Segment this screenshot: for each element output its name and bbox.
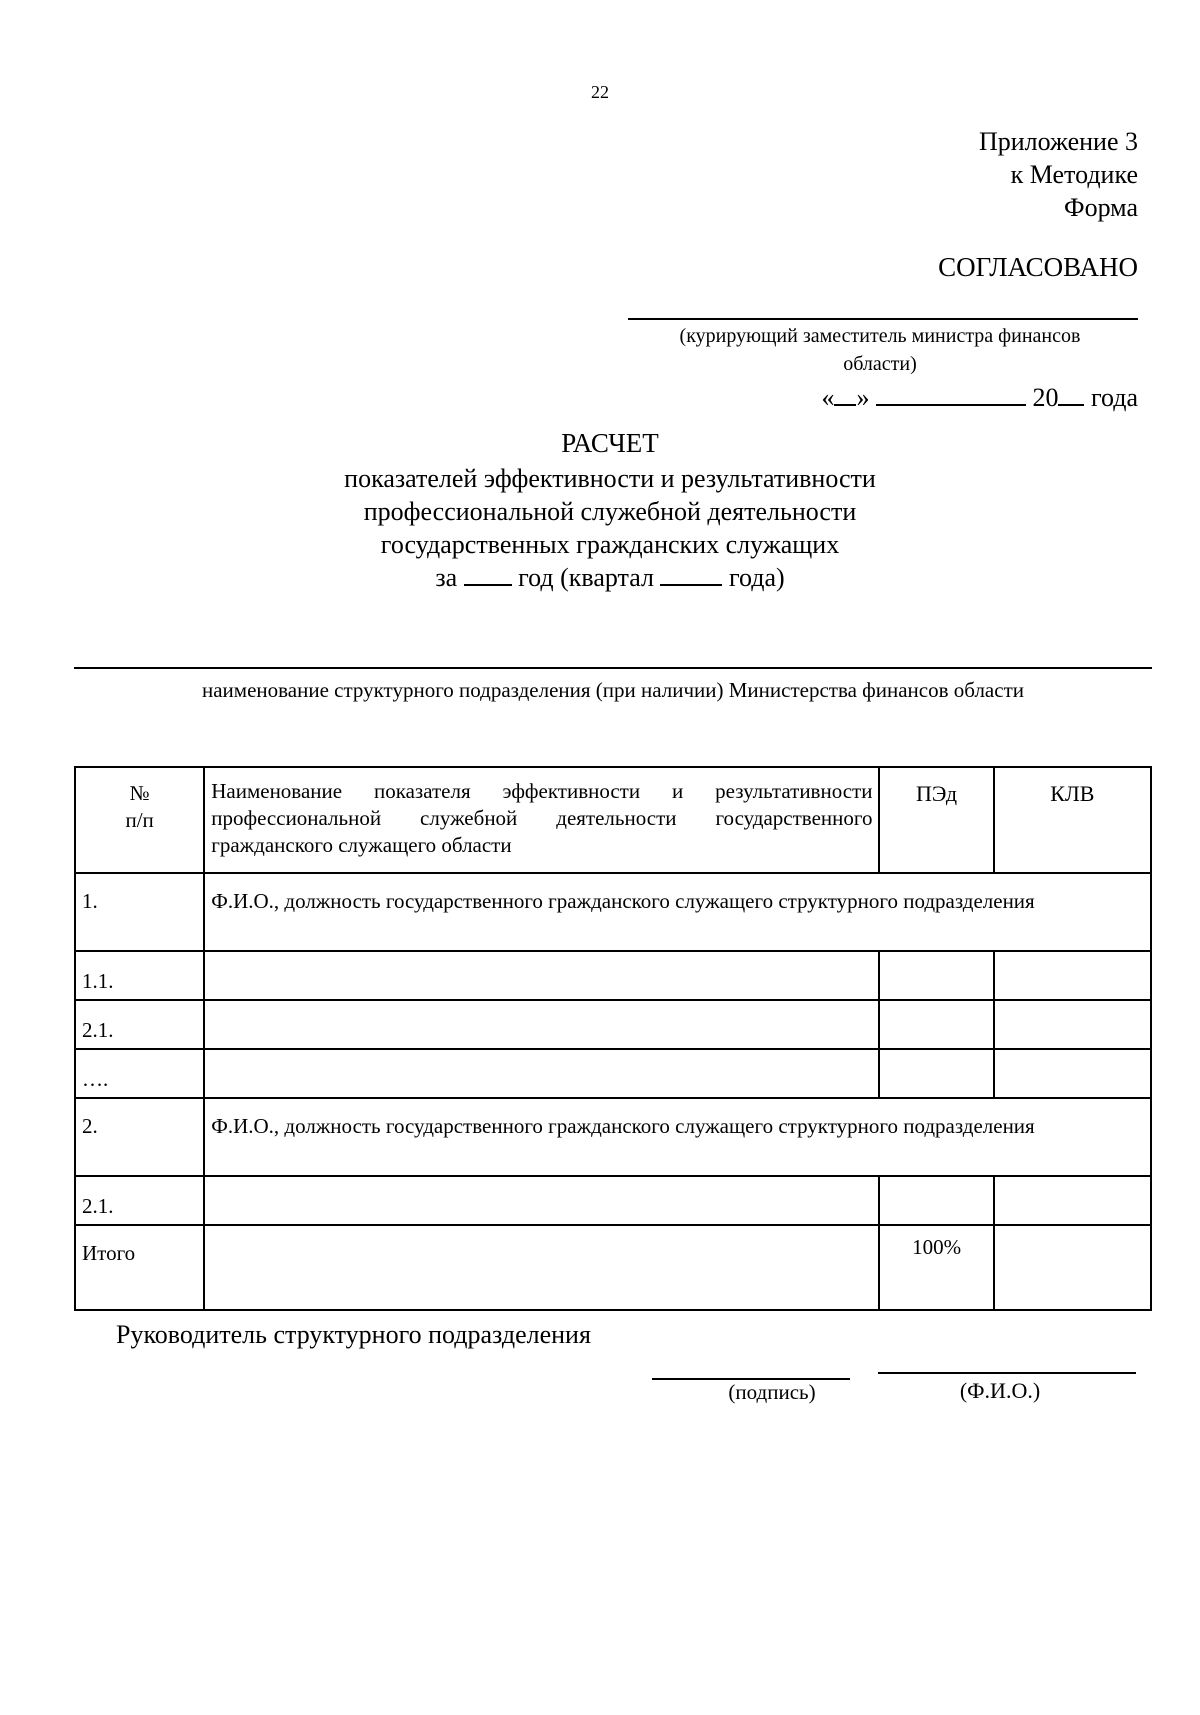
header-num-label: п/п	[125, 808, 154, 832]
approval-title: СОГЛАСОВАНО	[938, 252, 1138, 282]
row-indicator	[204, 1000, 879, 1049]
row-klv	[994, 1049, 1151, 1098]
row-employee: Ф.И.О., должность государственного гражданского служащего структурного подразделения	[204, 1098, 1151, 1176]
document-subtitle	[0, 462, 1200, 561]
approver-caption	[600, 322, 1160, 378]
period-for: за	[435, 563, 458, 592]
document-title: РАСЧЕТ	[561, 428, 659, 458]
appendix-reference: к Методике	[1010, 160, 1138, 189]
total-klv	[994, 1225, 1151, 1310]
header-num-cell	[75, 767, 204, 873]
date-open-quote: «	[821, 383, 835, 412]
period-year-blank	[464, 560, 512, 586]
signature-caption: (подпись)	[728, 1380, 816, 1404]
row-indicator	[204, 1176, 879, 1225]
row-number: 1.1.	[75, 951, 204, 1000]
month-blank	[876, 380, 1026, 406]
department-caption: наименование структурного подразделения (при наличии) Министерства финансов области	[202, 678, 1024, 702]
table-row	[75, 873, 1151, 951]
row-klv	[994, 1000, 1151, 1049]
form-label: Форма	[1064, 193, 1138, 222]
year-suffix: года	[1090, 383, 1138, 412]
table-row	[75, 1049, 1151, 1098]
table-row	[75, 1176, 1151, 1225]
row-ped	[879, 1049, 993, 1098]
row-klv	[994, 951, 1151, 1000]
day-blank	[834, 380, 856, 406]
row-indicator	[204, 951, 879, 1000]
document-subtitle-line2: профессиональной служебной деятельности	[363, 497, 857, 526]
row-klv	[994, 1176, 1151, 1225]
period-quarter-blank	[660, 560, 722, 586]
row-number: 2.1.	[75, 1000, 204, 1049]
row-number: 2.	[75, 1098, 204, 1176]
document-subtitle-line1: показателей эффективности и результативности	[344, 464, 876, 493]
department-head-label: Руководитель структурного подразделения	[116, 1320, 591, 1349]
appendix-number: Приложение 3	[978, 127, 1138, 156]
table-row	[75, 1000, 1151, 1049]
fio-caption: (Ф.И.О.)	[959, 1378, 1041, 1403]
department-name-line	[74, 667, 1152, 669]
date-close-quote: »	[856, 383, 870, 412]
approver-caption-line1: (курирующий заместитель министра финансов	[679, 325, 1081, 347]
report-period	[0, 560, 1200, 593]
year-blank	[1058, 380, 1084, 406]
header-klv-cell: КЛВ	[994, 767, 1151, 873]
appendix-block	[979, 125, 1138, 224]
total-ped: 100%	[879, 1225, 993, 1310]
period-year-end: года)	[728, 563, 785, 592]
row-indicator	[204, 1049, 879, 1098]
row-ped	[879, 1176, 993, 1225]
row-number: 2.1.	[75, 1176, 204, 1225]
approval-date-line	[821, 380, 1138, 413]
period-year: год (квартал	[518, 563, 654, 592]
table-total-row	[75, 1225, 1151, 1310]
row-number: 1.	[75, 873, 204, 951]
table-row	[75, 951, 1151, 1000]
indicators-table	[74, 766, 1152, 1311]
approver-signature-line	[628, 318, 1138, 320]
table-row	[75, 1098, 1151, 1176]
total-name-cell	[204, 1225, 879, 1310]
header-name-cell: Наименование показателя эффективности и результативности профессиональной служебной деятельности государственного гражданского служащего области	[204, 767, 879, 873]
document-subtitle-line3: государственных гражданских служащих	[380, 530, 840, 559]
row-employee: Ф.И.О., должность государственного гражданского служащего структурного подразделения	[204, 873, 1151, 951]
approver-caption-line2: области)	[843, 353, 917, 375]
page-number: 22	[591, 82, 609, 102]
row-ped	[879, 951, 993, 1000]
row-ped	[879, 1000, 993, 1049]
row-number: ….	[75, 1049, 204, 1098]
header-ped-cell: ПЭд	[879, 767, 993, 873]
total-label: Итого	[75, 1225, 204, 1310]
header-num-symbol: №	[129, 781, 150, 805]
year-prefix: 20	[1032, 383, 1059, 412]
fio-line	[878, 1372, 1136, 1374]
table-header-row	[75, 767, 1151, 873]
